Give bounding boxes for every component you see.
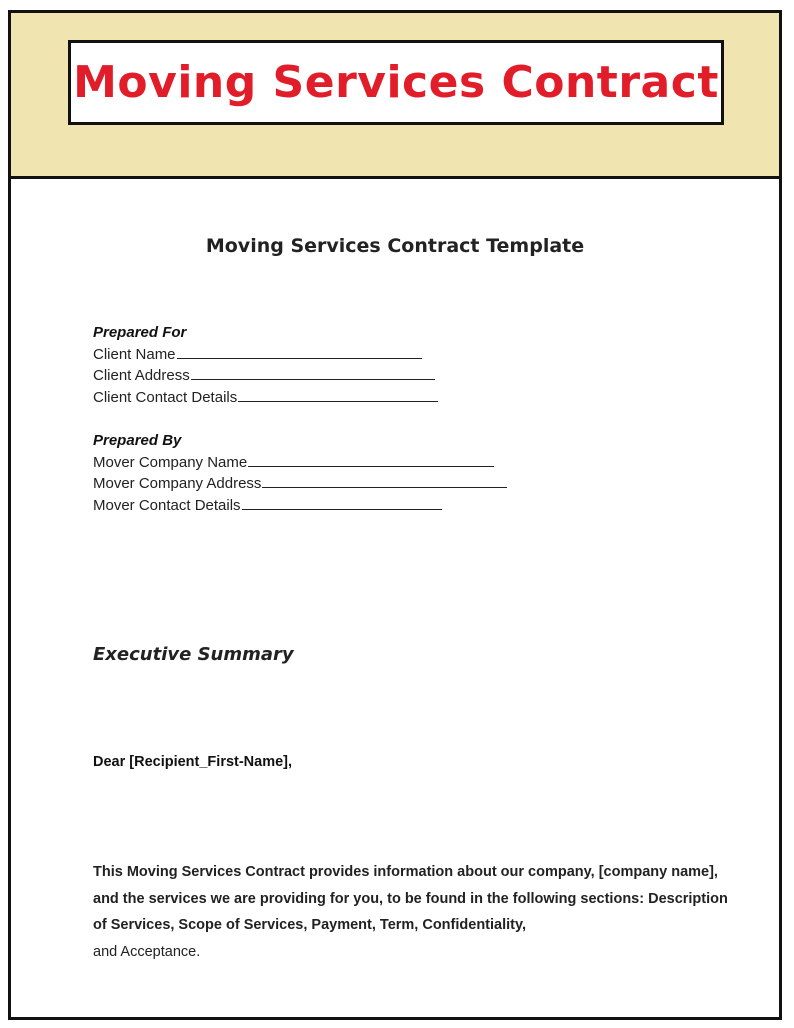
header-banner	[11, 13, 779, 179]
prepared-by-section	[93, 430, 507, 516]
field-label: Mover Contact Details	[93, 496, 241, 514]
client-name-field	[93, 344, 438, 366]
banner-title: Moving Services Contract	[73, 57, 719, 108]
client-contact-field	[93, 387, 438, 409]
mover-contact-blank-line[interactable]	[242, 495, 442, 510]
prepared-for-heading: Prepared For	[93, 324, 187, 341]
field-label: Client Address	[93, 367, 190, 384]
mover-company-address-field	[93, 473, 507, 495]
prepared-for-section	[93, 322, 438, 408]
summary-paragraph-main: This Moving Services Contract provides information about our company, [company name], and the services we are providing for you, to be found in the following sections: Description of Services, Scope of Services, Payment, Term, Confidentiality,	[93, 864, 728, 933]
document-page	[8, 10, 782, 1020]
client-name-blank-line[interactable]	[177, 344, 422, 359]
mover-company-address-blank-line[interactable]	[262, 473, 507, 488]
summary-paragraph-tail: and Acceptance.	[93, 943, 201, 960]
field-label: Mover Company Address	[93, 475, 262, 492]
field-label: Mover Company Name	[93, 453, 248, 471]
prepared-by-heading: Prepared By	[93, 432, 182, 449]
mover-company-name-blank-line[interactable]	[248, 452, 494, 467]
client-address-blank-line[interactable]	[191, 365, 435, 380]
mover-company-name-field	[93, 452, 507, 474]
client-address-field	[93, 365, 438, 387]
mover-contact-field	[93, 495, 507, 517]
executive-summary-heading: Executive Summary	[93, 644, 294, 665]
field-label: Client Contact Details	[93, 388, 238, 406]
field-label: Client Name	[93, 345, 176, 363]
banner-title-box	[68, 40, 724, 125]
document-title: Moving Services Contract Template	[205, 235, 585, 257]
client-contact-blank-line[interactable]	[238, 387, 438, 402]
salutation: Dear [Recipient_First-Name],	[93, 754, 293, 770]
summary-paragraph	[93, 859, 743, 965]
